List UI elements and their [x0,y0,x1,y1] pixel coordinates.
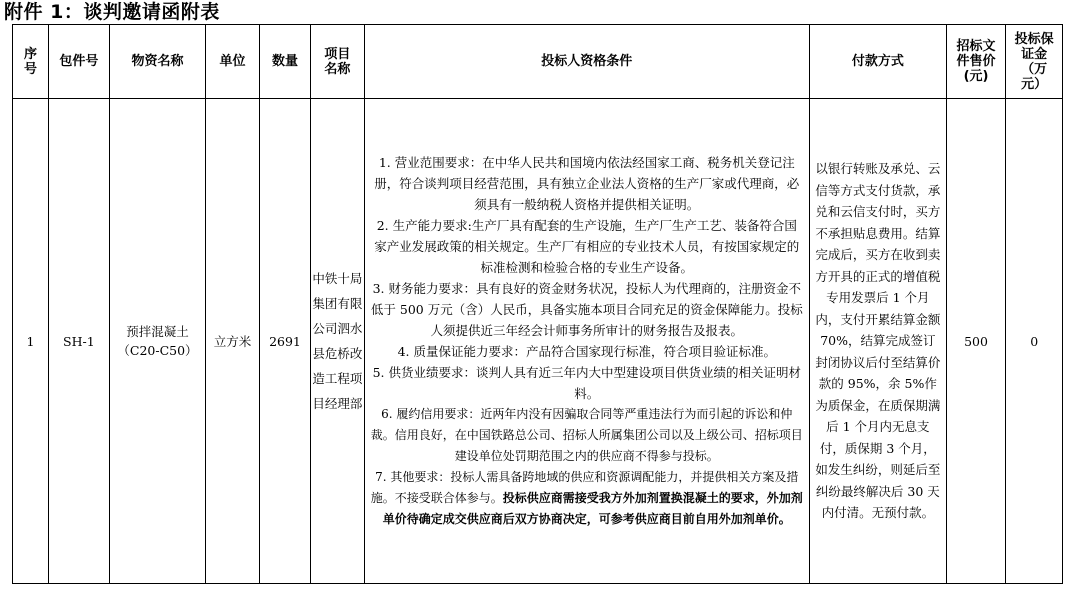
cell-quantity: 2691 [259,99,310,584]
payment-text: 以银行转账及承兑、云信等方式支付货款，承兑和云信支付时，买方不承担贴息费用。结算完成后，买方在收到卖方开具的正式的增值税专用发票后 1 个月内，支付开累结算金额 70%，结算完成签订封闭协议后付至结算价款的 95%，余 5%作为质保金，在质保期满后 1 个月内无息支付，质保期 3 个月，如发生纠纷，则延后至纠纷最终解决后 30 天内付清。无预付款。 [815,161,941,521]
qualification-7-bold: 投标供应商需接受我方外加剂置换混凝土的要求，外加剂单价待确定成交供应商后双方协商决定，可参考供应商目前自用外加剂单价。 [382,491,803,526]
qualification-7-plain: 7. 其他要求：投标人需具备跨地域的供应和资源调配能力，并提供相关方案及措施。不接受联合体参与。 [370,470,799,505]
material-name-line1: 预拌混凝土 [126,324,189,339]
header-quantity: 数量 [259,25,310,99]
header-material-name: 物资名称 [109,25,206,99]
header-unit: 单位 [206,25,259,99]
material-name-line2: （C20-C50） [117,343,198,358]
cell-bid-doc-price: 500 [946,99,1006,584]
qualification-item: 3. 财务能力要求：具有良好的资金财务状况，投标人为代理商的，注册资金不低于 500 万元（含）人民币，具备实施本项目合同充足的资金保障能力。投标人须提供近三年经会计师事务所审计的财务报告及报表。 [370,281,803,338]
qualification-item: 2. 生产能力要求:生产厂具有配套的生产设施，生产厂生产工艺、装备符合国家产业发展政策的相关规定。生产厂有相应的专业技术人员，有按国家规定的标准检测和检验合格的专业生产设备。 [374,218,800,275]
cell-bid-bond: 0 [1006,99,1063,584]
header-seq: 序号 [13,25,49,99]
document-title: 附件 1：谈判邀请函附表 [4,1,220,23]
qualification-item: 4. 质量保证能力要求：产品符合国家现行标准，符合项目验证标准。 [397,344,776,359]
table-header-row [13,25,1063,99]
cell-qualifications [364,99,809,584]
qualification-item: 6. 履约信用要求：近两年内没有因骗取合同等严重违法行为而引起的诉讼和仲裁。信用良好，在中国铁路总公司、招标人所属集团公司以及上级公司、招标项目建设单位处罚期范围之内的供应商不得参与投标。 [370,407,803,463]
project-name-text: 中铁十局集团有限公司泗水县危桥改造工程项目经理部 [312,271,363,411]
header-project-name: 项目名称 [311,25,364,99]
qualification-item: 1. 营业范围要求：在中华人民共和国境内依法经国家工商、税务机关登记注册，符合谈判项目经营范围，具有独立企业法人资格的生产厂家或代理商，必须具有一般纳税人资格并提供相关证明。 [374,155,800,212]
header-bid-bond: 投标保证金（万元） [1006,25,1063,99]
header-bid-doc-price: 招标文件售价(元) [946,25,1006,99]
cell-package-no: SH-1 [48,99,109,584]
qualification-item: 5. 供货业绩要求：谈判人具有近三年内大中型建设项目供货业绩的相关证明材料。 [372,365,801,401]
table-row [13,99,1063,584]
cell-payment [809,99,946,584]
cell-material-name [109,99,206,584]
header-payment: 付款方式 [809,25,946,99]
header-package-no: 包件号 [48,25,109,99]
qualification-item-other [371,467,803,530]
appendix-table [12,24,1063,584]
cell-project-name [311,99,364,584]
cell-unit: 立方米 [206,99,259,584]
cell-seq: 1 [13,99,49,584]
header-qualifications: 投标人资格条件 [364,25,809,99]
